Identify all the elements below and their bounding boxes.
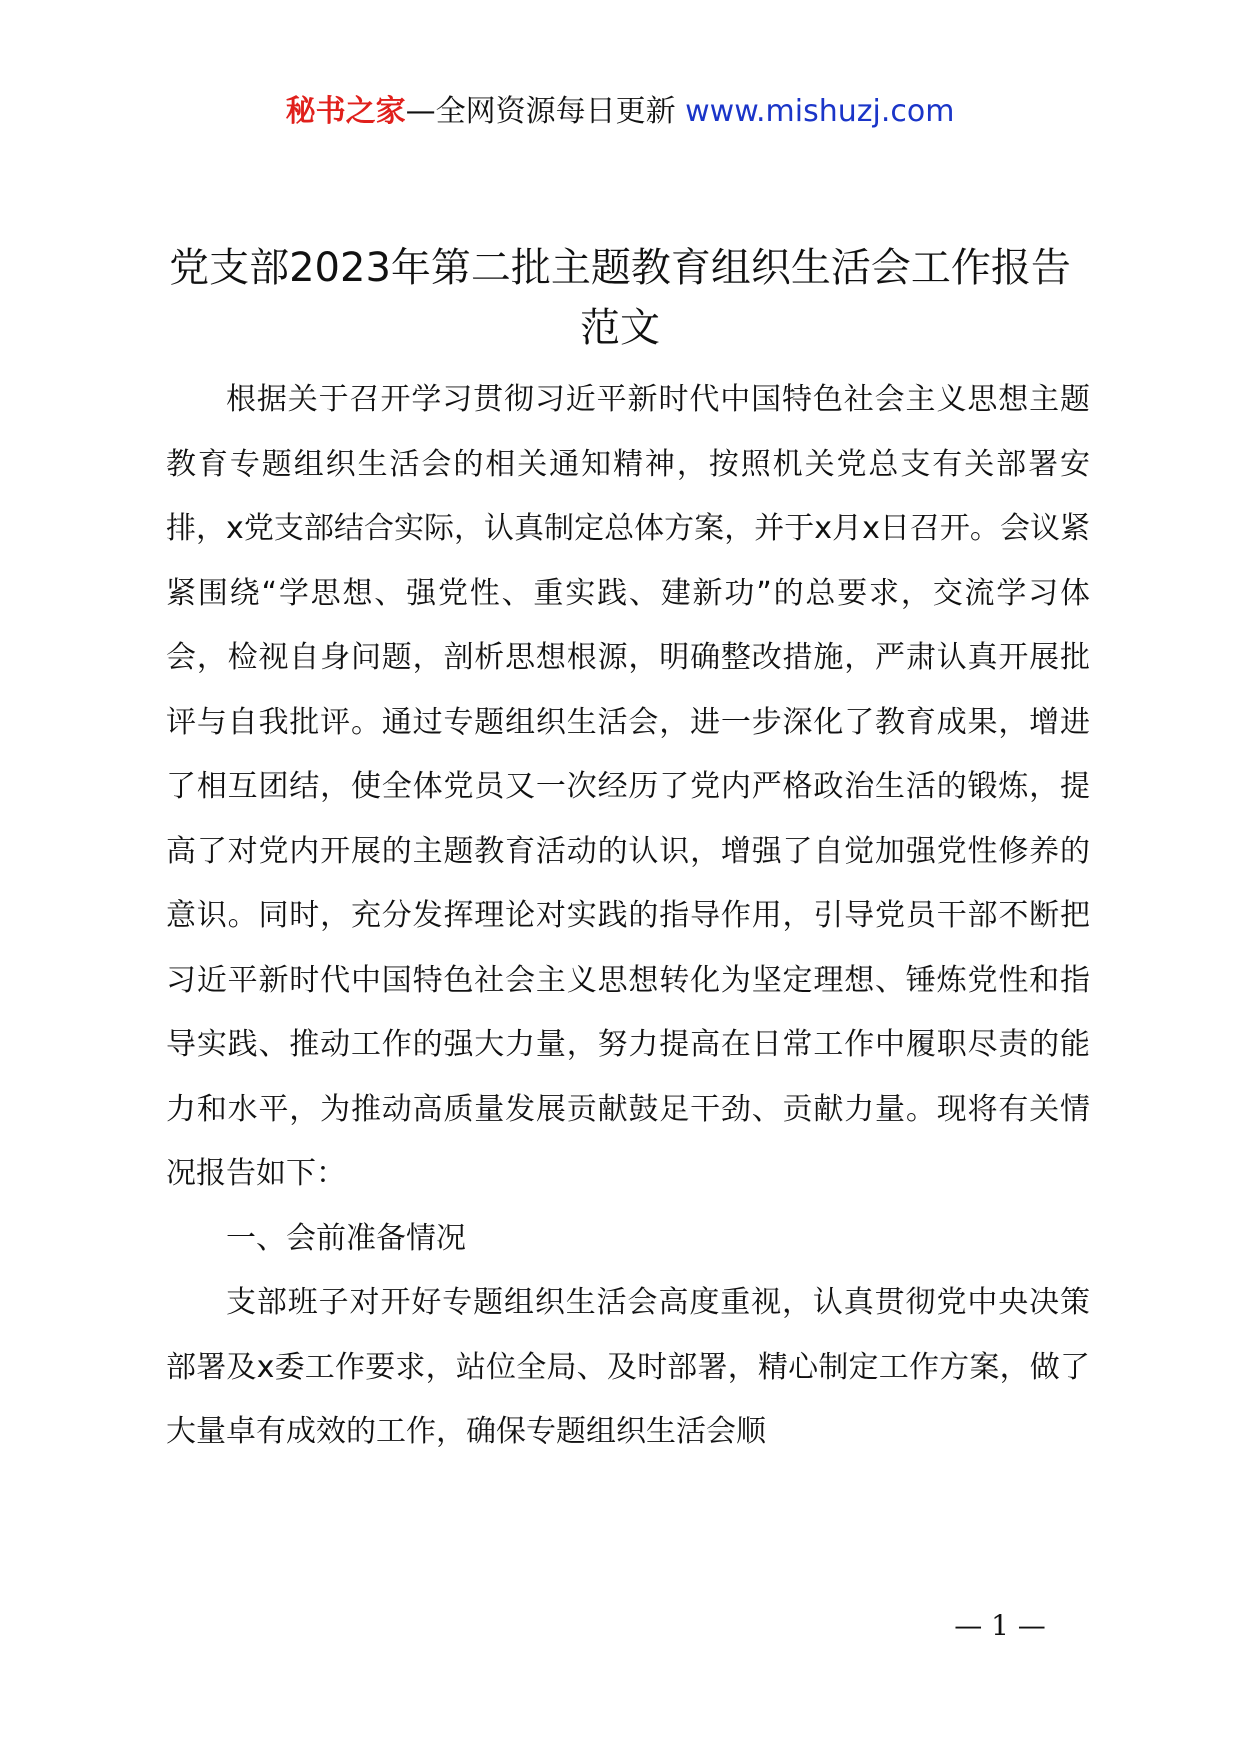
document-body <box>166 368 1090 1465</box>
site-url-link[interactable]: www.mishuzj.com <box>685 94 955 129</box>
site-header <box>0 92 1240 132</box>
page-number: — 1 — <box>954 1609 1046 1642</box>
body-paragraph-preparation: 支部班子对开好专题组织生活会高度重视，认真贯彻党中央决策部署及x委工作要求，站位全局、及时部署，精心制定工作方案，做了大量卓有成效的工作，确保专题组织生活会顺 <box>166 1285 1090 1449</box>
document-title: 党支部2023年第二批主题教育组织生活会工作报告范文 <box>169 245 1071 351</box>
brand-name: 秘书之家 <box>285 94 406 129</box>
body-paragraph-intro: 根据关于召开学习贯彻习近平新时代中国特色社会主义思想主题教育专题组织生活会的相关通知精神，按照机关党总支有关部署安排，x党支部结合实际，认真制定总体方案，并于x月x日召开。会议紧紧围绕“学思想、强党性、重实践、建新功”的总要求，交流学习体会，检视自身问题，剖析思想根源，明确整改措施，严肃认真开展批评与自我批评。通过专题组织生活会，进一步深化了教育成果，增进了相互团结，使全体党员又一次经历了党内严格政治生活的锻炼，提高了对党内开展的主题教育活动的认识，增强了自觉加强党性修养的意识。同时，充分发挥理论对实践的指导作用，引导党员干部不断把习近平新时代中国特色社会主义思想转化为坚定理想、锤炼党性和指导实践、推动工作的强大力量，努力提高在日常工作中履职尽责的能力和水平，为推动高质量发展贡献鼓足干劲、贡献力量。现将有关情况报告如下： <box>166 382 1090 1191</box>
section-heading-preparation: 一、会前准备情况 <box>226 1220 466 1256</box>
header-slogan: —全网资源每日更新 <box>405 94 686 129</box>
